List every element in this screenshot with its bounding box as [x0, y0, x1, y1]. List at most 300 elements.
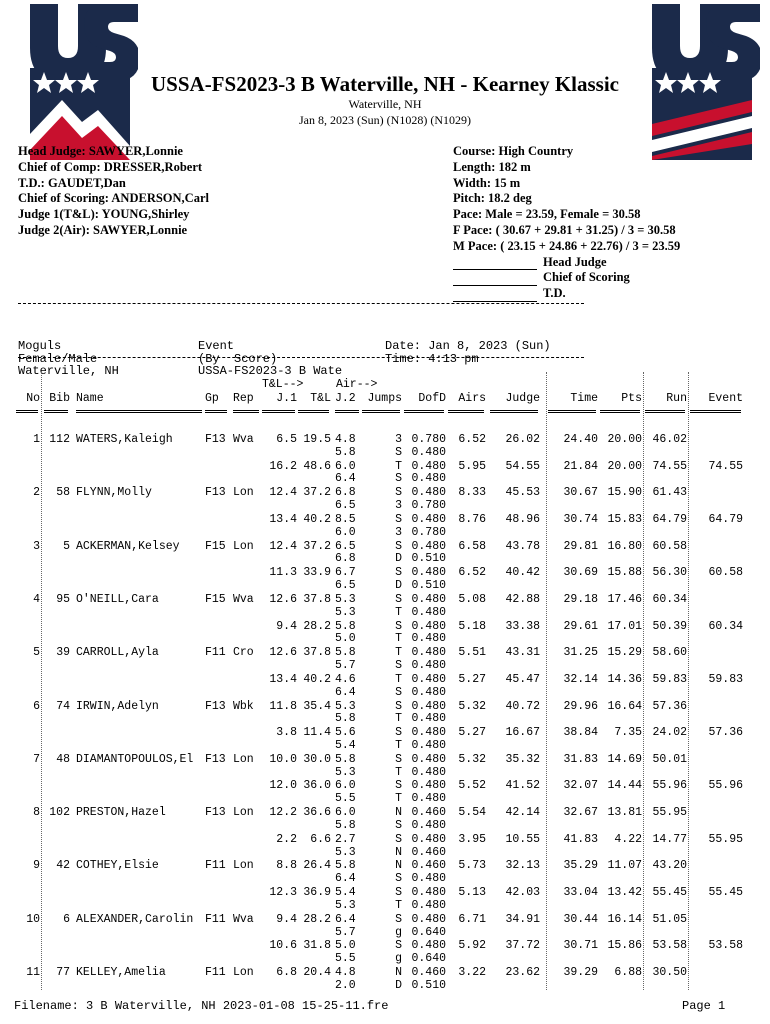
degree-of-difficulty: 0.480 [411, 685, 446, 699]
athlete-name: FLYNN,Molly [76, 486, 152, 500]
jump-code: S [395, 752, 402, 766]
judge-2-score: 5.0 [335, 632, 356, 646]
time-points: 16.80 [607, 539, 642, 553]
group: F13 [205, 486, 226, 500]
time-points: 17.46 [607, 592, 642, 606]
judge-score: 37.72 [505, 939, 540, 953]
degree-of-difficulty: 0.480 [411, 566, 446, 580]
turns-score: 40.2 [303, 512, 331, 526]
header-pts: Pts [621, 392, 642, 405]
athlete-name: DIAMANTOPOULOS,El [76, 752, 194, 766]
group: F13 [205, 806, 226, 820]
jump-code: 3 [395, 433, 402, 446]
club: Cro [233, 646, 254, 660]
run-time: 41.83 [563, 832, 598, 846]
judge-2-score: 5.3 [335, 845, 356, 859]
judge-2-score: 6.4 [335, 472, 356, 486]
air-score: 6.71 [458, 912, 486, 926]
group: F11 [205, 646, 226, 660]
judge-2-score: 6.0 [335, 806, 356, 820]
judge-score: 45.53 [505, 486, 540, 500]
turns-score: 28.2 [303, 912, 331, 926]
jump-code: T [395, 672, 402, 686]
jump-code: S [395, 659, 402, 672]
air-score: 5.13 [458, 886, 486, 899]
run-time: 30.44 [563, 912, 598, 926]
run-time: 32.07 [563, 779, 598, 793]
judge-1-score: 12.0 [269, 779, 297, 793]
degree-of-difficulty: 0.480 [411, 459, 446, 473]
bib-number: 77 [56, 966, 70, 979]
header-underline [404, 410, 444, 413]
judge-2-score: 6.0 [335, 779, 356, 793]
degree-of-difficulty: 0.460 [411, 859, 446, 873]
official-judge-1: Judge 1(T&L): YOUNG,Shirley [18, 207, 190, 222]
group: F15 [205, 592, 226, 606]
degree-of-difficulty: 0.480 [411, 898, 446, 912]
header-j2: J.2 [335, 392, 356, 405]
run-time: 39.29 [563, 966, 598, 979]
degree-of-difficulty: 0.480 [411, 659, 446, 672]
header-bib: Bib [49, 392, 70, 405]
judge-2-score: 5.3 [335, 699, 356, 713]
rank-number: 3 [33, 539, 40, 553]
degree-of-difficulty: 0.480 [411, 765, 446, 779]
judge-2-score: 6.7 [335, 566, 356, 580]
header-j1: J.1 [276, 392, 297, 405]
event-score: 55.96 [708, 779, 743, 793]
jump-code: N [395, 859, 402, 873]
judge-2-score: 5.4 [335, 886, 356, 899]
header-underline [690, 410, 741, 413]
judge-2-score: 6.5 [335, 539, 356, 553]
turns-score: 40.2 [303, 672, 331, 686]
run-time: 30.71 [563, 939, 598, 953]
judge-score: 43.31 [505, 646, 540, 660]
header-gp: Gp [205, 392, 219, 405]
air-score: 5.51 [458, 646, 486, 660]
jump-code: S [395, 726, 402, 740]
degree-of-difficulty: 0.460 [411, 845, 446, 859]
turns-score: 19.5 [303, 433, 331, 446]
judge-2-score: 6.8 [335, 552, 356, 566]
turns-score: 36.0 [303, 779, 331, 793]
judge-2-score: 5.5 [335, 792, 356, 806]
turns-score: 37.8 [303, 646, 331, 660]
header-underline [262, 410, 295, 413]
jump-code: S [395, 939, 402, 953]
time-points: 16.14 [607, 912, 642, 926]
event-location: Waterville, NH [348, 97, 422, 111]
header-underline [205, 410, 227, 413]
divider-bottom [18, 357, 584, 358]
degree-of-difficulty: 0.480 [411, 539, 446, 553]
air-score: 5.32 [458, 752, 486, 766]
run-score: 55.96 [652, 779, 687, 793]
degree-of-difficulty: 0.640 [411, 952, 446, 966]
turns-score: 26.4 [303, 859, 331, 873]
header-underline [645, 410, 685, 413]
header-no: No [26, 392, 40, 405]
time-points: 15.90 [607, 486, 642, 500]
run-score: 55.95 [652, 806, 687, 820]
event-score: 57.36 [708, 726, 743, 740]
jump-code: S [395, 779, 402, 793]
run-score: 51.05 [652, 912, 687, 926]
degree-of-difficulty: 0.480 [411, 512, 446, 526]
judge-2-score: 4.8 [335, 433, 356, 446]
judge-score: 26.02 [505, 433, 540, 446]
run-time: 21.84 [563, 459, 598, 473]
turns-score: 30.0 [303, 752, 331, 766]
run-score: 43.20 [652, 859, 687, 873]
judge-score: 54.55 [505, 459, 540, 473]
jump-code: T [395, 632, 402, 646]
judge-score: 42.88 [505, 592, 540, 606]
judge-1-score: 6.8 [276, 966, 297, 979]
degree-of-difficulty: 0.780 [411, 499, 446, 513]
jump-code: T [395, 792, 402, 806]
jump-code: T [395, 765, 402, 779]
judge-1-score: 10.0 [269, 752, 297, 766]
judge-2-score: 5.3 [335, 605, 356, 619]
course-width: Width: 15 m [453, 175, 521, 190]
run-time: 29.81 [563, 539, 598, 553]
header-rep: Rep [233, 392, 254, 405]
degree-of-difficulty: 0.480 [411, 646, 446, 660]
air-score: 5.95 [458, 459, 486, 473]
degree-of-difficulty: 0.460 [411, 966, 446, 979]
turns-score: 37.2 [303, 539, 331, 553]
judge-2-score: 5.7 [335, 659, 356, 672]
judge-2-score: 6.4 [335, 872, 356, 886]
event-score: 53.58 [708, 939, 743, 953]
time-points: 15.86 [607, 939, 642, 953]
run-score: 50.01 [652, 752, 687, 766]
degree-of-difficulty: 0.480 [411, 619, 446, 633]
judge-score: 23.62 [505, 966, 540, 979]
judge-2-score: 5.8 [335, 445, 356, 459]
air-score: 5.52 [458, 779, 486, 793]
judge-2-score: 5.3 [335, 898, 356, 912]
air-score: 5.18 [458, 619, 486, 633]
run-time: 38.84 [563, 726, 598, 740]
judge-1-score: 9.4 [276, 912, 297, 926]
jump-code: g [395, 925, 402, 939]
jump-code: S [395, 486, 402, 500]
judge-score: 34.91 [505, 912, 540, 926]
run-score: 64.79 [652, 512, 687, 526]
air-score: 5.92 [458, 939, 486, 953]
group: F13 [205, 433, 226, 446]
signature-head-judge: Head Judge [453, 255, 680, 271]
time-points: 4.22 [614, 832, 642, 846]
run-score: 56.30 [652, 566, 687, 580]
judge-2-score: 6.5 [335, 499, 356, 513]
rank-number: 8 [33, 806, 40, 820]
jump-code: S [395, 872, 402, 886]
air-score: 6.52 [458, 566, 486, 580]
official-chief-comp: Chief of Comp: DRESSER,Robert [18, 159, 203, 174]
time-points: 16.64 [607, 699, 642, 713]
judge-2-score: 2.0 [335, 978, 356, 992]
turns-score: 48.6 [303, 459, 331, 473]
judge-2-score: 5.8 [335, 646, 356, 660]
degree-of-difficulty: 0.480 [411, 779, 446, 793]
club: Wva [233, 912, 254, 926]
jump-code: S [395, 592, 402, 606]
run-time: 33.04 [563, 886, 598, 899]
air-score: 3.22 [458, 966, 486, 979]
jump-code: S [395, 512, 402, 526]
judge-2-score: 6.0 [335, 525, 356, 539]
judge-2-score: 5.8 [335, 752, 356, 766]
judge-score: 10.55 [505, 832, 540, 846]
bib-number: 6 [63, 912, 70, 926]
athlete-name: IRWIN,Adelyn [76, 699, 159, 713]
judge-2-score: 5.3 [335, 592, 356, 606]
jump-code: S [395, 832, 402, 846]
judge-1-score: 16.2 [269, 459, 297, 473]
official-head-judge: Head Judge: SAWYER,Lonnie [18, 144, 183, 158]
course-pace: Pace: Male = 23.59, Female = 30.58 [453, 207, 641, 222]
jump-code: S [395, 912, 402, 926]
judge-2-score: 5.7 [335, 925, 356, 939]
time-points: 6.88 [614, 966, 642, 979]
course-f-pace: F Pace: ( 30.67 + 29.81 + 31.25) / 3 = 30.58 [453, 222, 676, 237]
jump-code: T [395, 712, 402, 726]
signature-chief-scoring: Chief of Scoring [453, 270, 680, 286]
run-score: 50.39 [652, 619, 687, 633]
judge-2-score: 5.8 [335, 712, 356, 726]
time-points: 14.69 [607, 752, 642, 766]
turns-score: 35.4 [303, 699, 331, 713]
athlete-name: ACKERMAN,Kelsey [76, 539, 180, 553]
course-info [453, 144, 680, 302]
degree-of-difficulty: 0.510 [411, 579, 446, 592]
rank-number: 2 [33, 486, 40, 500]
rank-number: 9 [33, 859, 40, 873]
club: Lon [233, 806, 254, 820]
club: Lon [233, 859, 254, 873]
judge-1-score: 12.6 [269, 592, 297, 606]
air-score: 8.33 [458, 486, 486, 500]
run-score: 60.58 [652, 539, 687, 553]
judge-1-score: 11.8 [269, 699, 297, 713]
air-score: 5.73 [458, 859, 486, 873]
column-separator [546, 372, 547, 990]
air-score: 5.32 [458, 699, 486, 713]
jump-code: T [395, 605, 402, 619]
run-time: 32.67 [563, 806, 598, 820]
official-judge-2: Judge 2(Air): SAWYER,Lonnie [18, 222, 188, 237]
header-underline [548, 410, 596, 413]
degree-of-difficulty: 0.480 [411, 672, 446, 686]
degree-of-difficulty: 0.480 [411, 699, 446, 713]
bib-number: 5 [63, 539, 70, 553]
judge-2-score: 6.8 [335, 486, 356, 500]
event-score: 60.58 [708, 566, 743, 580]
header-underline [16, 410, 38, 413]
bib-number: 95 [56, 592, 70, 606]
column-separator [41, 372, 42, 990]
jump-code: N [395, 966, 402, 979]
degree-of-difficulty: 0.480 [411, 939, 446, 953]
judge-2-score: 5.8 [335, 859, 356, 873]
header-underline [362, 410, 400, 413]
turns-score: 36.6 [303, 806, 331, 820]
judge-score: 33.38 [505, 619, 540, 633]
event-score: 74.55 [708, 459, 743, 473]
jump-code: D [395, 552, 402, 566]
official-chief-scoring: Chief of Scoring: ANDERSON,Carl [18, 191, 209, 206]
athlete-name: KELLEY,Amelia [76, 966, 166, 979]
run-score: 60.34 [652, 592, 687, 606]
jump-code: S [395, 472, 402, 486]
header-airs: Airs [458, 392, 486, 405]
degree-of-difficulty: 0.460 [411, 806, 446, 820]
judge-2-score: 2.7 [335, 832, 356, 846]
degree-of-difficulty: 0.780 [411, 525, 446, 539]
degree-of-difficulty: 0.640 [411, 925, 446, 939]
jump-code: S [395, 445, 402, 459]
header-underline [44, 410, 68, 413]
time-points: 14.44 [607, 779, 642, 793]
athlete-name: O'NEILL,Cara [76, 592, 159, 606]
event-title: USSA-FS2023-3 B Waterville, NH - Kearney Klassic [151, 72, 619, 96]
club: Wva [233, 592, 254, 606]
header-name: Name [76, 392, 104, 405]
time-points: 17.01 [607, 619, 642, 633]
judge-1-score: 12.3 [269, 886, 297, 899]
jump-code: S [395, 539, 402, 553]
run-score: 30.50 [652, 966, 687, 979]
header-underline [76, 410, 202, 413]
turns-score: 6.6 [310, 832, 331, 846]
turns-score: 37.2 [303, 486, 331, 500]
judge-score: 43.78 [505, 539, 540, 553]
turns-score: 20.4 [303, 966, 331, 979]
run-time: 32.14 [563, 672, 598, 686]
bib-number: 74 [56, 699, 70, 713]
air-score: 5.54 [458, 806, 486, 820]
judge-1-score: 12.6 [269, 646, 297, 660]
degree-of-difficulty: 0.780 [411, 433, 446, 446]
degree-of-difficulty: 0.480 [411, 912, 446, 926]
event-score: 55.45 [708, 886, 743, 899]
header-underline [490, 410, 538, 413]
header-time: Time [570, 392, 598, 405]
turns-score: 37.8 [303, 592, 331, 606]
time-points: 13.42 [607, 886, 642, 899]
group: F15 [205, 539, 226, 553]
header-tl: T&L [310, 392, 331, 405]
header-underline [600, 410, 640, 413]
event-score: 55.95 [708, 832, 743, 846]
jump-code: S [395, 699, 402, 713]
run-score: 46.02 [652, 433, 687, 446]
course-length: Length: 182 m [453, 159, 531, 174]
time-points: 15.29 [607, 646, 642, 660]
judge-1-score: 2.2 [276, 832, 297, 846]
turns-score: 28.2 [303, 619, 331, 633]
run-time: 29.96 [563, 699, 598, 713]
air-score: 5.27 [458, 726, 486, 740]
run-time: 29.61 [563, 619, 598, 633]
judge-2-score: 6.4 [335, 685, 356, 699]
jump-code: T [395, 459, 402, 473]
bib-number: 58 [56, 486, 70, 500]
judge-2-score: 5.4 [335, 738, 356, 752]
judge-score: 40.42 [505, 566, 540, 580]
degree-of-difficulty: 0.480 [411, 818, 446, 832]
turns-score: 31.8 [303, 939, 331, 953]
time-points: 15.88 [607, 566, 642, 580]
degree-of-difficulty: 0.510 [411, 978, 446, 992]
jump-code: S [395, 685, 402, 699]
meta-col-1: Moguls Female/Male Waterville, NH [18, 339, 119, 379]
divider-top [18, 303, 584, 304]
athlete-name: WATERS,Kaleigh [76, 433, 173, 446]
header-dofd: DofD [418, 392, 446, 405]
run-score: 59.83 [652, 672, 687, 686]
judge-2-score: 6.0 [335, 459, 356, 473]
jump-code: T [395, 738, 402, 752]
run-score: 24.02 [652, 726, 687, 740]
judge-2-score: 4.6 [335, 672, 356, 686]
rank-number: 10 [26, 912, 40, 926]
degree-of-difficulty: 0.480 [411, 832, 446, 846]
degree-of-difficulty: 0.480 [411, 726, 446, 740]
club: Wbk [233, 699, 254, 713]
rank-number: 7 [33, 752, 40, 766]
air-score: 5.27 [458, 672, 486, 686]
header-underline [335, 410, 359, 413]
run-score: 74.55 [652, 459, 687, 473]
run-time: 24.40 [563, 433, 598, 446]
bib-number: 42 [56, 859, 70, 873]
jump-code: 3 [395, 525, 402, 539]
judge-score: 42.03 [505, 886, 540, 899]
rank-number: 4 [33, 592, 40, 606]
judge-1-score: 12.2 [269, 806, 297, 820]
judge-2-score: 5.5 [335, 952, 356, 966]
bib-number: 112 [49, 433, 70, 446]
official-td: T.D.: GAUDET,Dan [18, 175, 126, 190]
meta-col-2: Event (By Score) USSA-FS2023-3 B Wate [198, 339, 343, 379]
run-time: 35.29 [563, 859, 598, 873]
degree-of-difficulty: 0.480 [411, 712, 446, 726]
judge-score: 40.72 [505, 699, 540, 713]
judge-2-score: 5.8 [335, 818, 356, 832]
judge-score: 35.32 [505, 752, 540, 766]
judge-1-score: 11.3 [269, 566, 297, 580]
judge-2-score: 5.8 [335, 619, 356, 633]
club: Lon [233, 966, 254, 979]
athlete-name: PRESTON,Hazel [76, 806, 166, 820]
degree-of-difficulty: 0.480 [411, 592, 446, 606]
jump-code: T [395, 898, 402, 912]
run-score: 57.36 [652, 699, 687, 713]
run-time: 30.67 [563, 486, 598, 500]
club: Lon [233, 486, 254, 500]
judge-2-score: 5.0 [335, 939, 356, 953]
degree-of-difficulty: 0.510 [411, 552, 446, 566]
judge-score: 48.96 [505, 512, 540, 526]
event-score: 60.34 [708, 619, 743, 633]
turns-score: 33.9 [303, 566, 331, 580]
club: Lon [233, 539, 254, 553]
